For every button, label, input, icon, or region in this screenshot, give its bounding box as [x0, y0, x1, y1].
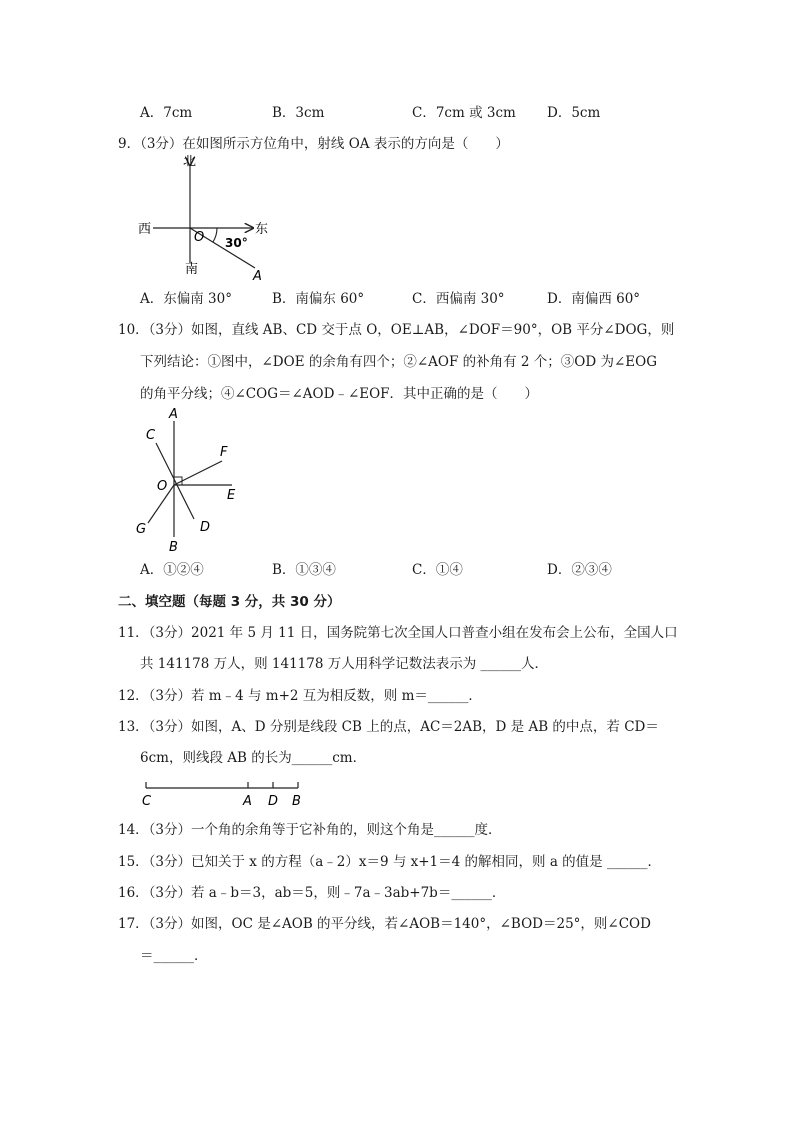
q8-option-a[interactable]: A．7cm	[140, 105, 193, 121]
q10-label-d: D	[200, 520, 211, 535]
q8-option-b[interactable]: B．3cm	[272, 105, 325, 121]
q10-label-e: E	[227, 488, 236, 503]
q10-label-c: C	[146, 428, 156, 443]
q13-segment-figure	[138, 776, 318, 810]
section-title-fill-in: 二、填空题（每题 3 分，共 30 分）	[118, 594, 341, 610]
q10-ray-of	[174, 461, 222, 485]
q10-label-b: B	[169, 540, 178, 555]
q10-option-c[interactable]: C．①④	[412, 562, 463, 578]
q13-line1: 13．（3分）如图，A、D 分别是线段 CB 上的点，AC＝2AB，D 是 AB 的中点，若 CD＝	[118, 719, 659, 735]
q12-stem: 12．（3分）若 m﹣4 与 m+2 互为相反数，则 m＝______．	[118, 688, 482, 704]
q10-stem-line3: 的角平分线；④∠COG＝∠AOD﹣∠EOF．其中正确的是（ ）	[140, 386, 539, 402]
q9-option-d[interactable]: D．南偏西 60°	[547, 291, 641, 307]
q9-option-c[interactable]: C．西偏南 30°	[412, 291, 505, 307]
q9-label-north: 北	[183, 155, 197, 169]
q9-compass-figure	[135, 155, 285, 285]
q9-label-west: 西	[138, 222, 152, 237]
q9-option-a[interactable]: A．东偏南 30°	[140, 291, 232, 307]
q8-option-c[interactable]: C．7cm 或 3cm	[412, 105, 516, 121]
q9-label-o: O	[194, 230, 205, 245]
q13-label-a: A	[243, 794, 252, 809]
q13-label-b: B	[292, 794, 301, 809]
q9-option-b[interactable]: B．南偏东 60°	[272, 291, 365, 307]
q10-option-d[interactable]: D．②③④	[547, 562, 612, 578]
q13-label-c: C	[142, 794, 152, 809]
q10-stem-line2: 下列结论：①图中，∠DOE 的余角有四个；②∠AOF 的补角有 2 个；③OD 为∠EOG	[140, 354, 658, 370]
q13-line2: 6cm，则线段 AB 的长为______cm．	[140, 750, 367, 766]
q15-stem: 15．（3分）已知关于 x 的方程（a﹣2）x＝9 与 x+1＝4 的解相同，则 a 的值是 ______．	[118, 854, 661, 870]
q9-angle-arc	[213, 228, 217, 242]
q10-label-o: O	[157, 479, 168, 494]
q10-option-a[interactable]: A．①②④	[140, 562, 204, 578]
q10-stem-line1: 10．（3分）如图，直线 AB、CD 交于点 O，OE⊥AB，∠DOF＝90°，OB 平分∠DOG，则	[118, 322, 675, 338]
q17-line1: 17．（3分）如图，OC 是∠AOB 的平分线，若∠AOB＝140°，∠BOD＝25°，则∠COD	[118, 916, 651, 932]
q9-label-a: A	[253, 269, 262, 284]
q11-line1: 11．（3分）2021 年 5 月 11 日，国务院第七次全国人口普查小组在发布会上公布，全国人口	[118, 625, 678, 641]
q9-stem: 9．（3分）在如图所示方位角中，射线 OA 表示的方向是（ ）	[118, 136, 509, 152]
q9-label-south: 南	[185, 262, 199, 277]
q8-option-d[interactable]: D．5cm	[547, 105, 601, 121]
q13-label-d: D	[268, 794, 279, 809]
q9-label-angle: 30°	[225, 236, 248, 250]
q11-line2: 共 141178 万人，则 141178 万人用科学记数法表示为 ______人．	[140, 656, 549, 672]
q10-lines-figure	[130, 405, 250, 555]
q16-stem: 16．（3分）若 a﹣b＝3，ab＝5，则﹣7a﹣3ab+7b＝______．	[118, 885, 506, 901]
q17-line2: ＝______．	[140, 948, 208, 964]
q9-label-east: 东	[255, 222, 269, 237]
q10-option-b[interactable]: B．①③④	[272, 562, 336, 578]
q10-label-a: A	[169, 407, 178, 422]
q10-label-g: G	[136, 522, 147, 537]
q10-label-f: F	[220, 445, 228, 460]
q14-stem: 14．（3分）一个角的余角等于它补角的，则这个角是______度．	[118, 822, 502, 838]
